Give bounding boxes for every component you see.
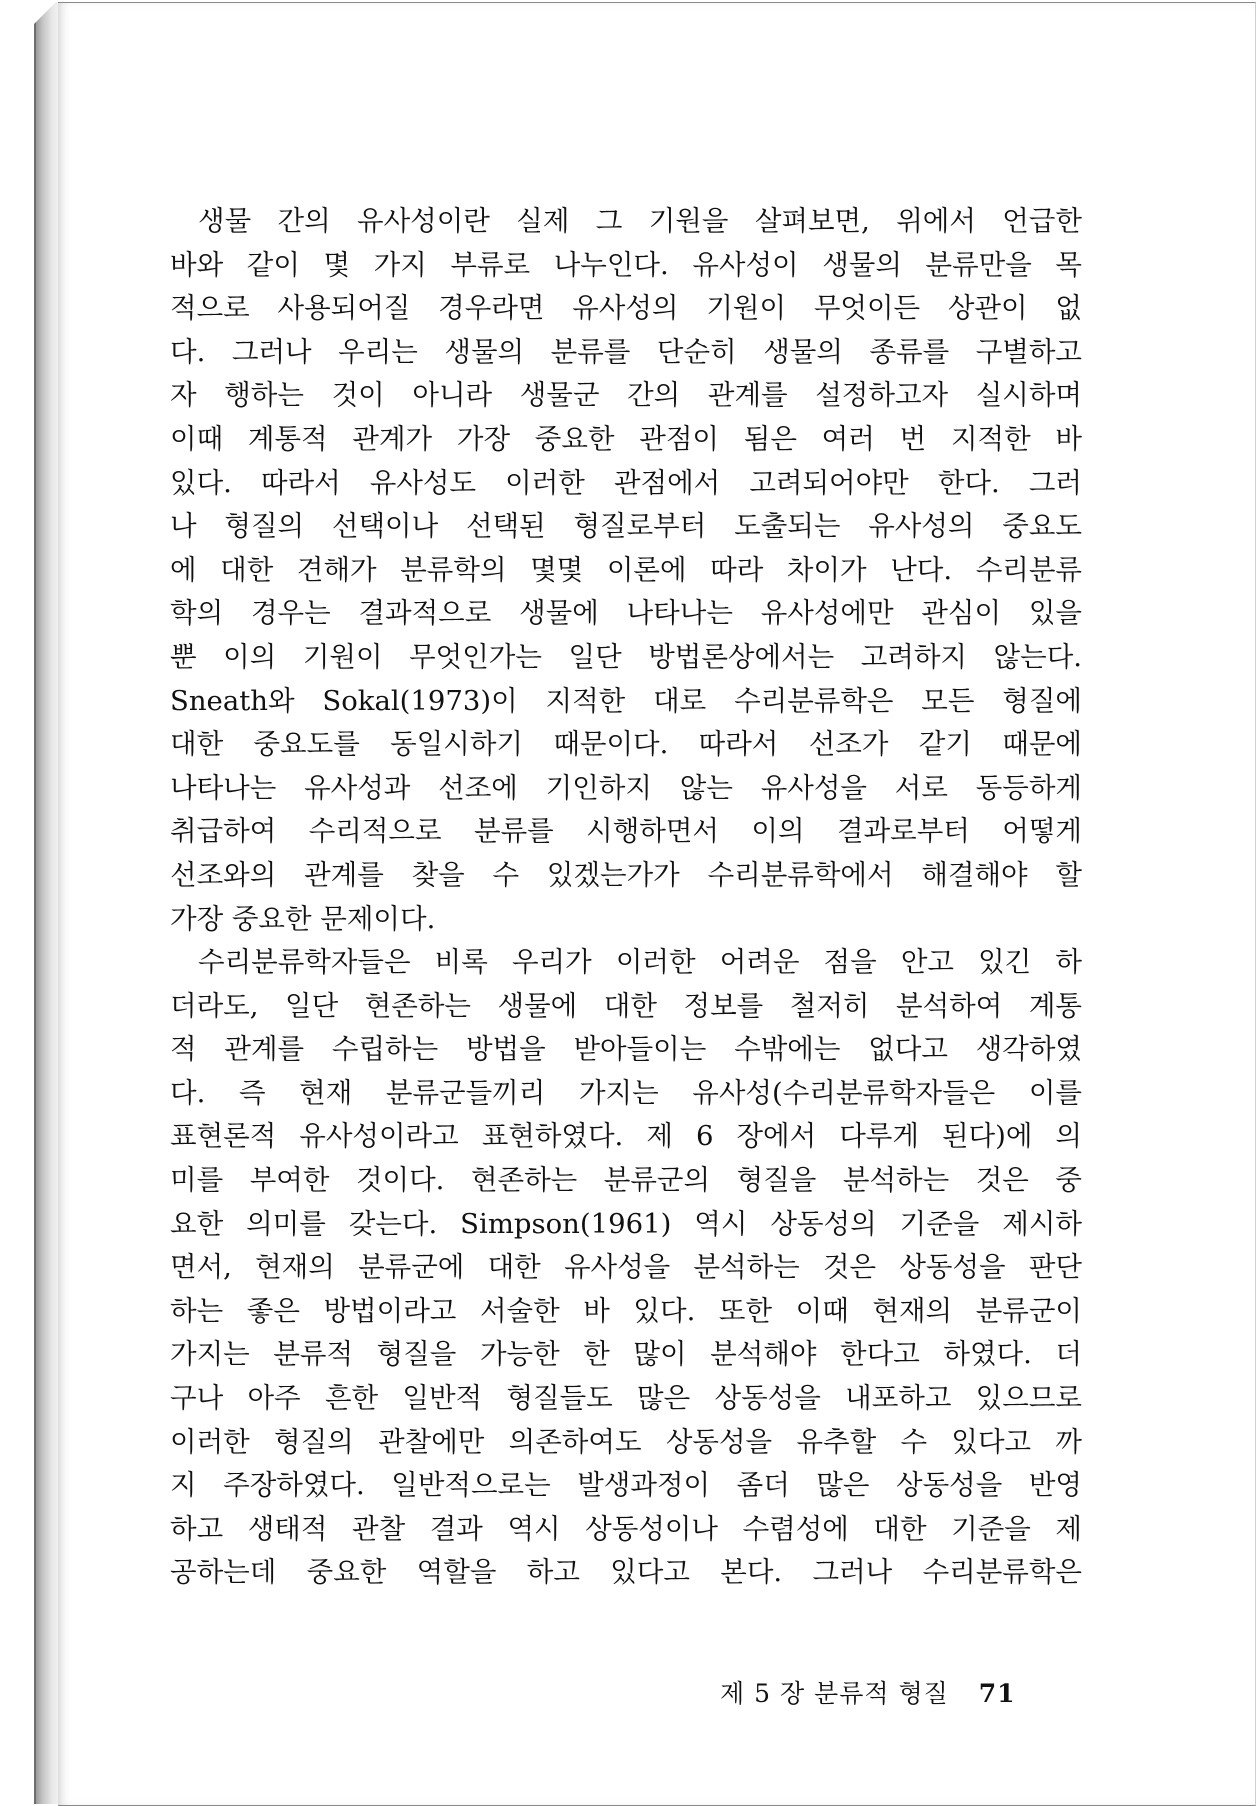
text-line: 지 주장하였다. 일반적으로는 발생과정이 좀더 많은 상동성을 반영 xyxy=(170,1469,1082,1502)
text-line: 표현론적 유사성이라고 표현하였다. 제 6 장에서 다루게 된다)에 의 xyxy=(170,1120,1082,1153)
text-line: 뿐 이의 기원이 무엇인가는 일단 방법론상에서는 고려하지 않는다. xyxy=(170,640,1082,673)
text-line: 다. 즉 현재 분류군들끼리 가지는 유사성(수리분류학자들은 이를 xyxy=(170,1076,1082,1109)
text-line: 대한 중요도를 동일시하기 때문이다. 따라서 선조가 같기 때문에 xyxy=(170,728,1082,761)
text-line: 요한 의미를 갖는다. Simpson(1961) 역시 상동성의 기준을 제시하 xyxy=(170,1207,1082,1240)
text-line: 공하는데 중요한 역할을 하고 있다고 본다. 그러나 수리분류학은 xyxy=(170,1556,1082,1589)
page-corner-fold xyxy=(34,2,56,24)
text-line: 바와 같이 몇 가지 부류로 나누인다. 유사성이 생물의 분류만을 목 xyxy=(170,248,1082,281)
paragraph-2 xyxy=(170,941,1082,1595)
running-footer xyxy=(720,1674,1140,1710)
text-line: 있다. 따라서 유사성도 이러한 관점에서 고려되어야만 한다. 그러 xyxy=(170,466,1082,499)
text-line: 자 행하는 것이 아니라 생물군 간의 관계를 설정하고자 실시하며 xyxy=(170,379,1082,412)
text-line: 적 관계를 수립하는 방법을 받아들이는 수밖에는 없다고 생각하였 xyxy=(170,1033,1082,1066)
text-line: 나 형질의 선택이나 선택된 형질로부터 도출되는 유사성의 중요도 xyxy=(170,510,1082,543)
text-line: 가지는 분류적 형질을 가능한 한 많이 분석해야 한다고 하였다. 더 xyxy=(170,1338,1082,1371)
text-line: 취급하여 수리적으로 분류를 시행하면서 이의 결과로부터 어떻게 xyxy=(170,815,1082,848)
text-line: 에 대한 견해가 분류학의 몇몇 이론에 따라 차이가 난다. 수리분류 xyxy=(170,553,1082,586)
text-line: 면서, 현재의 분류군에 대한 유사성을 분석하는 것은 상동성을 판단 xyxy=(170,1251,1082,1284)
text-line: 가장 중요한 문제이다. xyxy=(170,902,436,935)
text-line: 다. 그러나 우리는 생물의 분류를 단순히 생물의 종류를 구별하고 xyxy=(170,335,1082,368)
text-line: 하고 생태적 관찰 결과 역시 상동성이나 수렴성에 대한 기준을 제 xyxy=(170,1512,1082,1545)
text-line: 적으로 사용되어질 경우라면 유사성의 기원이 무엇이든 상관이 없 xyxy=(170,292,1082,325)
text-line: 구나 아주 흔한 일반적 형질들도 많은 상동성을 내포하고 있으므로 xyxy=(170,1382,1082,1415)
text-line: 수리분류학자들은 비록 우리가 이러한 어려운 점을 안고 있긴 하 xyxy=(198,946,1082,979)
chapter-title: 제 5 장 분류적 형질 xyxy=(720,1679,949,1708)
text-line: 더라도, 일단 현존하는 생물에 대한 정보를 철저히 분석하여 계통 xyxy=(170,989,1082,1022)
text-line: 선조와의 관계를 찾을 수 있겠는가가 수리분류학에서 해결해야 할 xyxy=(170,858,1082,891)
text-line: 이때 계통적 관계가 가장 중요한 관점이 됨은 여러 번 지적한 바 xyxy=(170,422,1082,455)
body-text xyxy=(170,200,1082,1595)
text-line: 이러한 형질의 관찰에만 의존하여도 상동성을 유추할 수 있다고 까 xyxy=(170,1425,1082,1458)
text-line: 나타나는 유사성과 선조에 기인하지 않는 유사성을 서로 동등하게 xyxy=(170,771,1082,804)
paragraph-1 xyxy=(170,200,1082,941)
text-line: 하는 좋은 방법이라고 서술한 바 있다. 또한 이때 현재의 분류군이 xyxy=(170,1294,1082,1327)
page-number: 71 xyxy=(978,1679,1016,1708)
text-line: 생물 간의 유사성이란 실제 그 기원을 살펴보면, 위에서 언급한 xyxy=(198,205,1082,237)
text-line: 미를 부여한 것이다. 현존하는 분류군의 형질을 분석하는 것은 중 xyxy=(170,1164,1082,1197)
text-line: Sneath와 Sokal(1973)이 지적한 대로 수리분류학은 모든 형질에 xyxy=(170,684,1082,717)
text-line: 학의 경우는 결과적으로 생물에 나타나는 유사성에만 관심이 있을 xyxy=(170,597,1082,630)
